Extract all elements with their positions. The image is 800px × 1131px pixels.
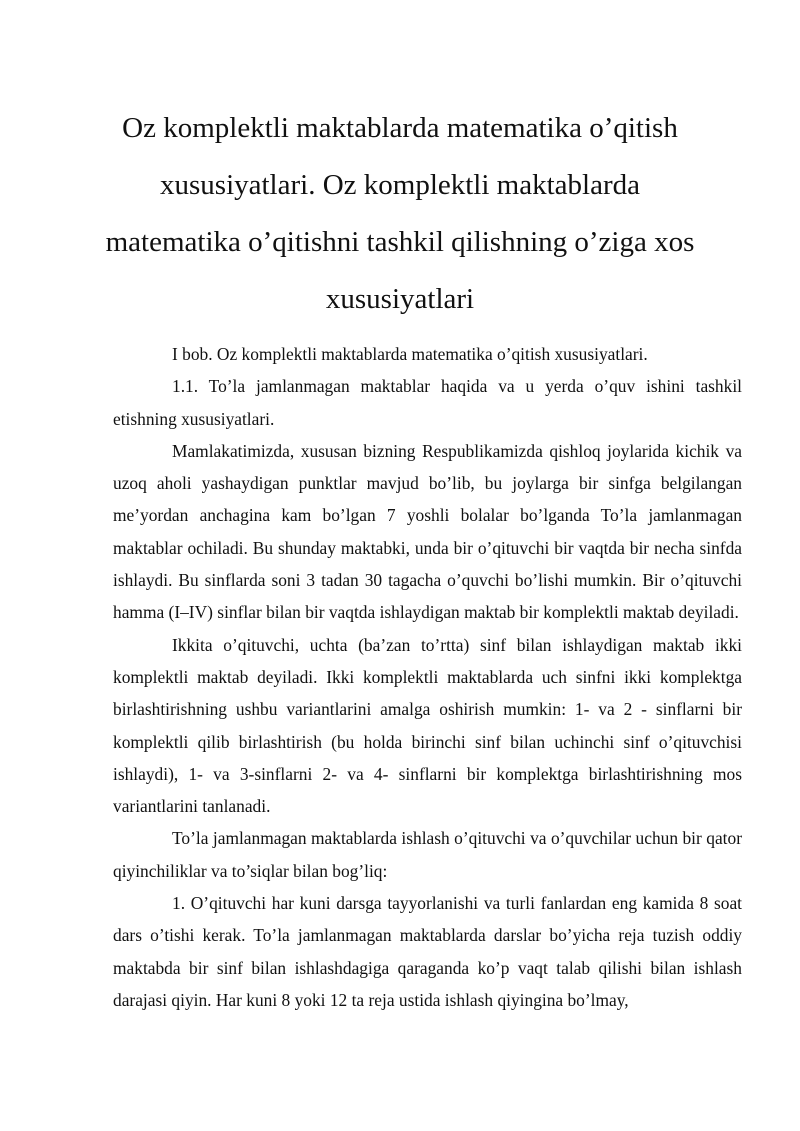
section-heading: 1.1. To’la jamlanmagan maktablar haqida va u yerda o’quv ishini tashkil etishning xususiyatlari. — [113, 376, 742, 429]
document-body — [113, 338, 742, 1016]
body-paragraph: Mamlakatimizda, xususan bizning Respublikamizda qishloq joylarida kichik va uzoq aholi yashaydigan punktlar mavjud bo’lib, bu joylarga bir sinfga belgilangan me’yordan anchagina kam bo’lgan 7 yoshli bolalar bo’lganda To’la jamlanmagan maktablar ochiladi. Bu shunday maktabki, unda bir o’qituvchi bir vaqtda bir necha sinfda ishlaydi. Bu sinflarda soni 3 tadan 30 tagacha o’quvchi bo’lishi mumkin. Bir o’qituvchi hamma (I–IV) sinflar bilan bir vaqtda ishlaydigan maktab bir komplektli maktab deyiladi. — [113, 440, 742, 623]
body-paragraph: 1. O’qituvchi har kuni darsga tayyorlanishi va turli fanlardan eng kamida 8 soat dars o’tishi kerak. To’la jamlanmagan maktablarda darslar bo’yicha reja tuzish oddiy maktabda bir sinf bilan ishlashdagiga qaraganda ko’p vaqt talab qilishi bilan ishlash darajasi qiyin. Har kuni 8 yoki 12 ta reja ustida ishlash qiyingina bo’lmay, — [113, 893, 742, 1010]
chapter-heading: I bob. Oz komplektli maktablarda matematika o’qitish xususiyatlari. — [172, 344, 648, 364]
body-paragraph: Ikkita o’qituvchi, uchta (ba’zan to’rtta) sinf bilan ishlaydigan maktab ikki komplektli maktab deyiladi. Ikki komplektli maktablarda uch sinfni ikki komplektga birlashtirishning ushbu variantlarini amalga oshirish mumkin: 1- va 2 - sinflarni bir komplektli qilib birlashtirish (bu holda birinchi sinf bilan uchinchi sinf o’qituvchisi ishlaydi), 1- va 3-sinflarni 2- va 4- sinflarni bir komplektga birlashtirishning mos variantlarini tanlanadi. — [113, 634, 742, 817]
body-paragraph: To’la jamlanmagan maktablarda ishlash o’qituvchi va o’quvchilar uchun bir qator qiyinchiliklar va to’siqlar bilan bog’liq: — [113, 828, 742, 881]
document-title: Oz komplektli maktablarda matematika o’qitish xususiyatlari. Oz komplektli maktablarda matematika o’qitishni tashkil qilishning o’ziga xos xususiyatlari — [105, 112, 695, 315]
